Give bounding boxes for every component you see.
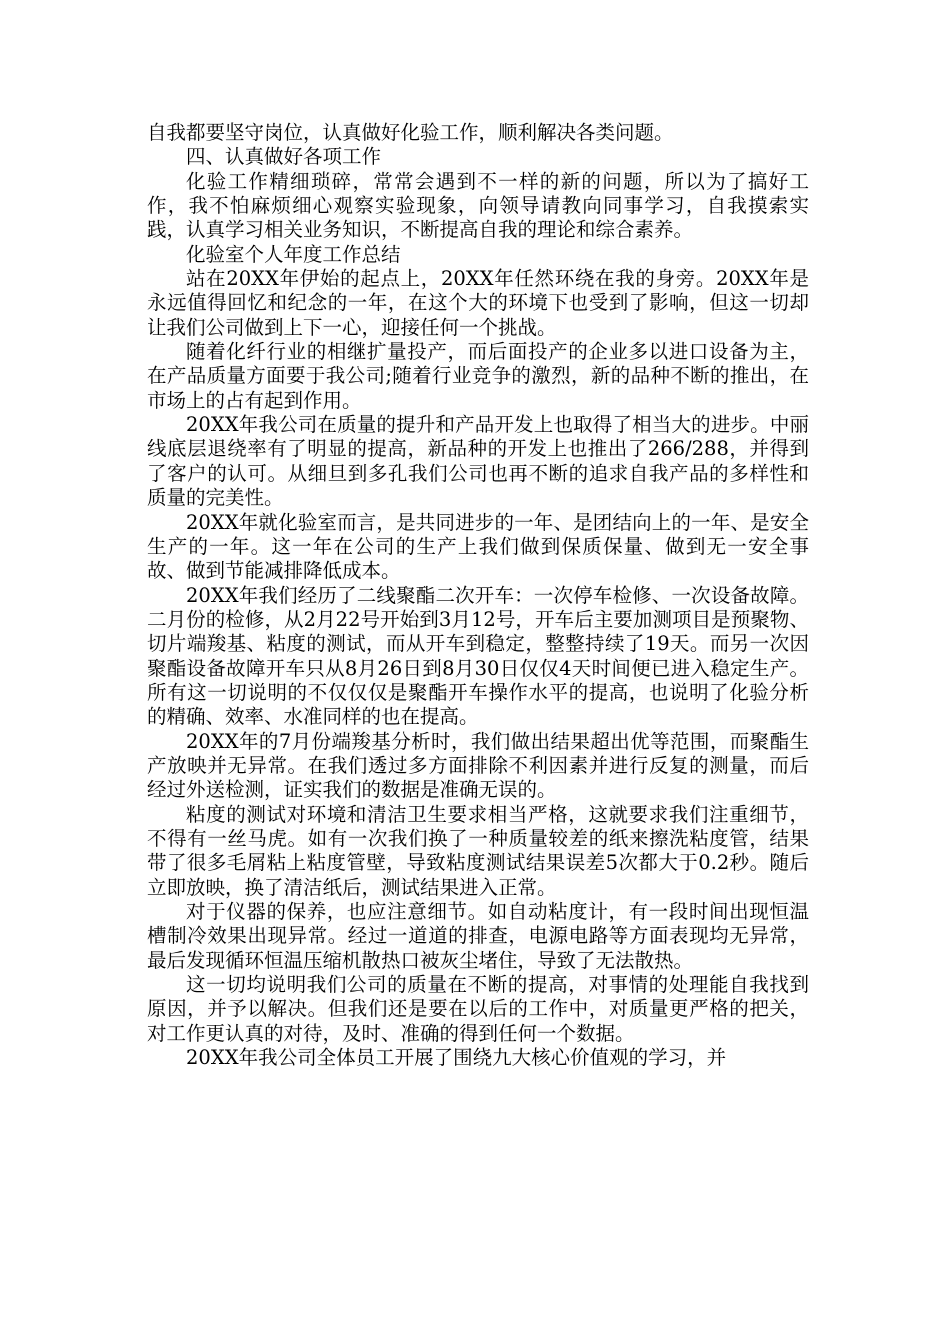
paragraph: 化验工作精细琐碎，常常会遇到不一样的新的问题，所以为了搞好工作，我不怕麻烦细心观察实验现象，向领导请教向同事学习，自我摸索实践，认真学习相关业务知识，不断提高自我的理论和综合素养。 bbox=[147, 169, 809, 242]
document-body bbox=[147, 121, 809, 1070]
paragraph: 20XX年的7月份端羧基分析时，我们做出结果超出优等范围，而聚酯生产放映并无异常。在我们透过多方面排除不利因素并进行反复的测量，而后经过外送检测，证实我们的数据是准确无误的。 bbox=[147, 729, 809, 802]
paragraph-truncated: 20XX年我公司全体员工开展了围绕九大核心价值观的学习，并 bbox=[186, 1046, 727, 1070]
paragraph: 站在20XX年伊始的起点上，20XX年任然环绕在我的身旁。20XX年是永远值得回忆和纪念的一年，在这个大的环境下也受到了影响，但这一切却让我们公司做到上下一心，迎接任何一个挑战。 bbox=[147, 267, 809, 339]
section-heading-four: 四、认真做好各项工作 bbox=[186, 145, 382, 169]
paragraph: 20XX年我公司在质量的提升和产品开发上也取得了相当大的进步。中丽线底层退绕率有了明显的提高，新品种的开发上也推出了266/288，并得到了客户的认可。从细旦到多孔我们公司也再不断的追求自我产品的多样性和质量的完美性。 bbox=[147, 413, 809, 510]
paragraph: 粘度的测试对环境和清洁卫生要求相当严格，这就要求我们注重细节，不得有一丝马虎。如有一次我们换了一种质量较差的纸来擦洗粘度管，结果带了很多毛屑粘上粘度管壁，导致粘度测试结果误差5次都大于0.2秒。随后立即放映，换了清洁纸后，测试结果进入正常。 bbox=[147, 802, 809, 899]
paragraph: 随着化纤行业的相继扩量投产，而后面投产的企业多以进口设备为主，在产品质量方面要于我公司;随着行业竞争的激烈，新的品种不断的推出，在市场上的占有起到作用。 bbox=[147, 340, 809, 412]
document-title: 化验室个人年度工作总结 bbox=[186, 242, 401, 266]
paragraph: 20XX年就化验室而言，是共同进步的一年、是团结向上的一年、是安全生产的一年。这一年在公司的生产上我们做到保质保量、做到无一安全事故、做到节能减排降低成本。 bbox=[147, 510, 809, 583]
paragraph: 20XX年我们经历了二线聚酯二次开车：一次停车检修、一次设备故障。二月份的检修，从2月22号开始到3月12号，开车后主要加测项目是预聚物、切片端羧基、粘度的测试，而从开车到稳定，整整持续了19天。而另一次因聚酯设备故障开车只从8月26日到8月30日仅仅4天时间便已进入稳定生产。所有这一切说明的不仅仅仅是聚酯开车操作水平的提高，也说明了化验分析的精确、效率、水准同样的也在提高。 bbox=[147, 583, 809, 729]
paragraph: 对于仪器的保养，也应注意细节。如自动粘度计，有一段时间出现恒温槽制冷效果出现异常。经过一道道的排查，电源电路等方面表现均无异常，最后发现循环恒温压缩机散热口被灰尘堵住，导致了无法散热。 bbox=[147, 900, 809, 972]
paragraph: 这一切均说明我们公司的质量在不断的提高，对事情的处理能自我找到原因，并予以解决。但我们还是要在以后的工作中，对质量更严格的把关，对工作更认真的对待，及时、准确的得到任何一个数据。 bbox=[147, 973, 809, 1045]
paragraph-continuation: 自我都要坚守岗位，认真做好化验工作，顺利解决各类问题。 bbox=[147, 121, 674, 144]
